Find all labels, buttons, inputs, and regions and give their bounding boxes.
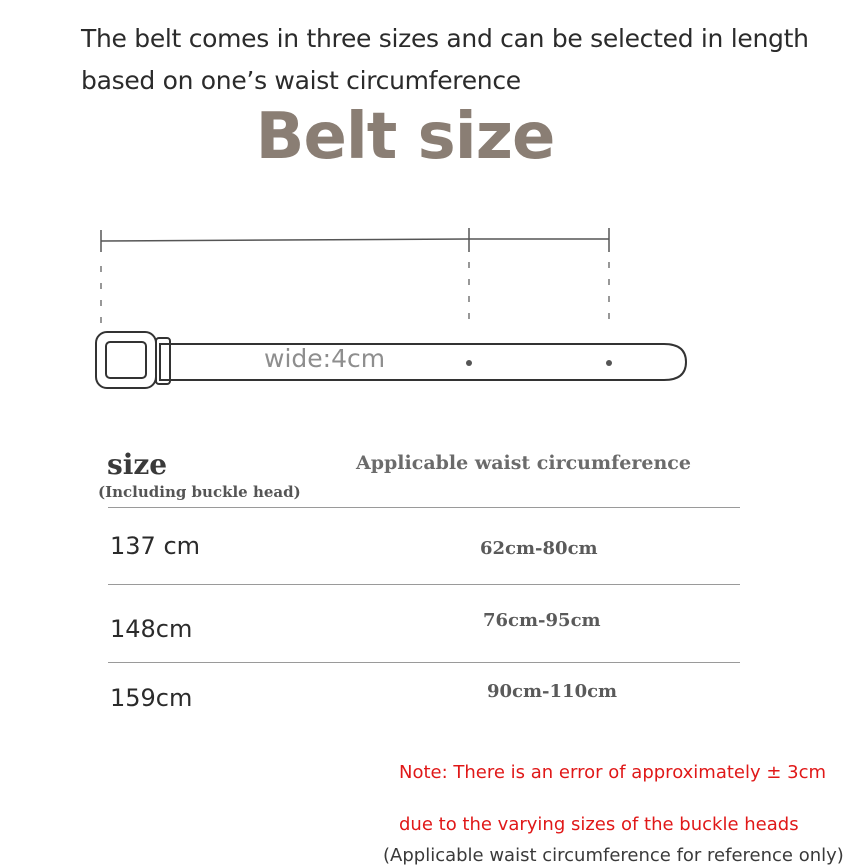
buckle-icon [96, 332, 170, 388]
table-divider [108, 662, 740, 663]
length-dimension-lines [101, 228, 609, 330]
size-column-subheader: (Including buckle head) [98, 483, 301, 501]
table-divider [108, 507, 740, 508]
size-cell: 137 cm [110, 532, 201, 560]
belt-hole-1 [466, 360, 472, 366]
size-cell: 159cm [110, 684, 193, 712]
belt-width-label: wide:4cm [264, 344, 386, 373]
waist-column-header: Applicable waist circumference [356, 452, 691, 474]
intro-line-2: based on one’s waist circumference [81, 66, 521, 95]
waist-cell: 76cm-95cm [483, 610, 601, 631]
size-cell: 148cm [110, 615, 193, 643]
size-column-header: size [107, 448, 168, 481]
waist-cell: 62cm-80cm [480, 538, 598, 559]
page-title: Belt size [255, 100, 555, 174]
intro-line-1: The belt comes in three sizes and can be selected in length [81, 24, 809, 53]
note-reference-line: (Applicable waist circumference for reference only) [383, 845, 844, 866]
note-line-2: due to the varying sizes of the buckle heads [399, 814, 799, 835]
table-divider [108, 584, 740, 585]
waist-cell: 90cm-110cm [487, 681, 618, 702]
belt-hole-2 [606, 360, 612, 366]
note-line-1: Note: There is an error of approximately ± 3cm [399, 762, 827, 783]
